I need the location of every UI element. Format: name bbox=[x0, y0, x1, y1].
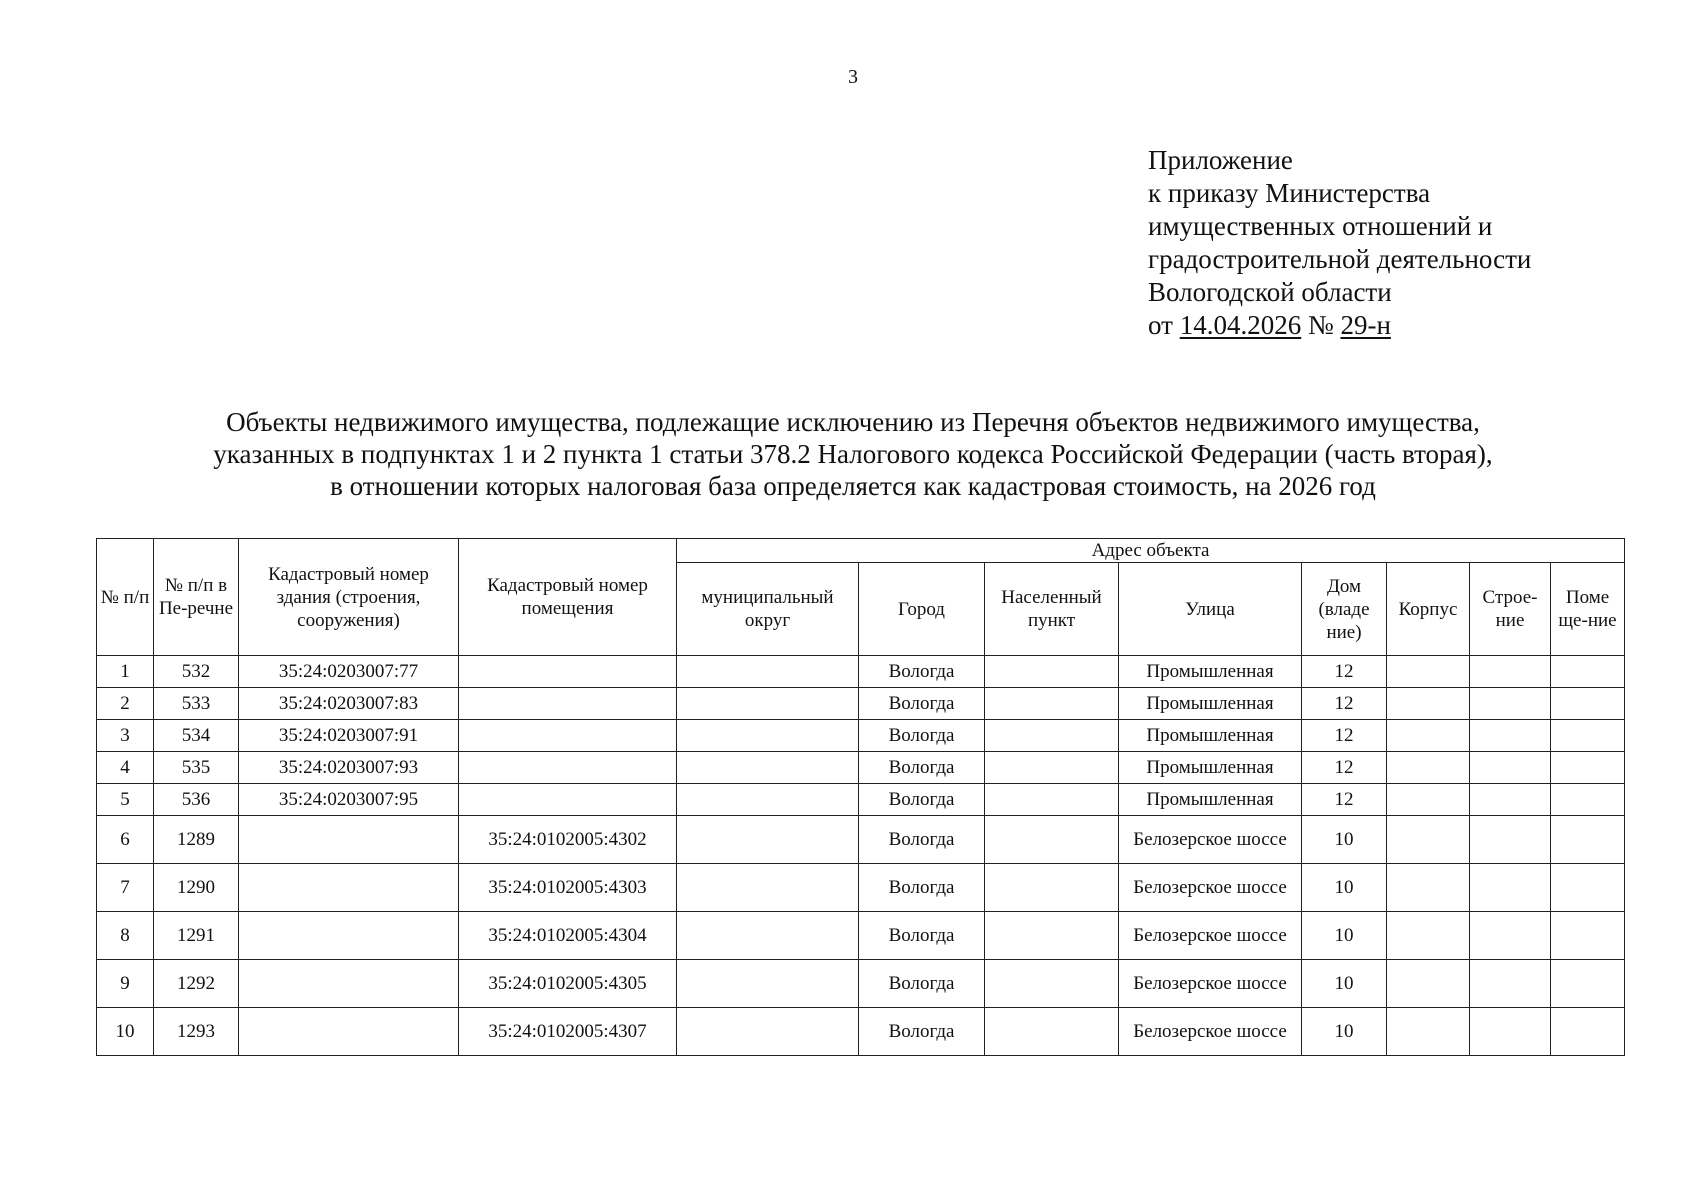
cell-district bbox=[677, 864, 859, 912]
order-date: 14.04.2026 bbox=[1179, 310, 1302, 340]
cell-district bbox=[677, 752, 859, 784]
header-building-cadastral: Кадастровый номер здания (строения, сооружения) bbox=[239, 539, 459, 656]
cell-street: Белозерское шоссе bbox=[1119, 960, 1302, 1008]
cell-list-num: 1290 bbox=[154, 864, 239, 912]
cell-num: 5 bbox=[97, 784, 154, 816]
cell-list-num: 1291 bbox=[154, 912, 239, 960]
appendix-line: имущественных отношений и bbox=[1148, 211, 1493, 241]
cell-building-cadastral: 35:24:0203007:77 bbox=[239, 656, 459, 688]
cell-room-cadastral bbox=[459, 688, 677, 720]
header-street: Улица bbox=[1119, 563, 1302, 656]
table-row bbox=[97, 752, 1625, 784]
cell-settlement bbox=[985, 816, 1119, 864]
cell-pomeshchenie bbox=[1551, 912, 1625, 960]
cell-house: 12 bbox=[1302, 752, 1387, 784]
cell-city: Вологда bbox=[859, 752, 985, 784]
header-stroenie: Строе-ние bbox=[1470, 563, 1551, 656]
cell-room-cadastral: 35:24:0102005:4303 bbox=[459, 864, 677, 912]
cell-pomeshchenie bbox=[1551, 960, 1625, 1008]
cell-city: Вологда bbox=[859, 816, 985, 864]
cell-settlement bbox=[985, 688, 1119, 720]
cell-city: Вологда bbox=[859, 656, 985, 688]
page-number: 3 bbox=[848, 66, 858, 88]
cell-num: 2 bbox=[97, 688, 154, 720]
cell-settlement bbox=[985, 960, 1119, 1008]
cell-room-cadastral: 35:24:0102005:4305 bbox=[459, 960, 677, 1008]
cell-room-cadastral: 35:24:0102005:4304 bbox=[459, 912, 677, 960]
title-line: указанных в подпунктах 1 и 2 пункта 1 статьи 378.2 Налогового кодекса Российской Федерации (часть вторая), bbox=[213, 439, 1493, 469]
header-address-group: Адрес объекта bbox=[677, 539, 1625, 563]
header-room-cadastral: Кадастровый номер помещения bbox=[459, 539, 677, 656]
cell-house: 10 bbox=[1302, 816, 1387, 864]
cell-pomeshchenie bbox=[1551, 1008, 1625, 1056]
table-row bbox=[97, 960, 1625, 1008]
cell-city: Вологда bbox=[859, 912, 985, 960]
table-row bbox=[97, 864, 1625, 912]
cell-korpus bbox=[1387, 688, 1470, 720]
cell-building-cadastral bbox=[239, 864, 459, 912]
cell-num: 6 bbox=[97, 816, 154, 864]
cell-city: Вологда bbox=[859, 720, 985, 752]
cell-list-num: 1289 bbox=[154, 816, 239, 864]
cell-district bbox=[677, 656, 859, 688]
title-line: в отношении которых налоговая база определяется как кадастровая стоимость, на 2026 год bbox=[330, 471, 1376, 501]
cell-stroenie bbox=[1470, 816, 1551, 864]
cell-room-cadastral bbox=[459, 720, 677, 752]
cell-num: 9 bbox=[97, 960, 154, 1008]
cell-stroenie bbox=[1470, 960, 1551, 1008]
cell-korpus bbox=[1387, 960, 1470, 1008]
cell-building-cadastral: 35:24:0203007:91 bbox=[239, 720, 459, 752]
cell-settlement bbox=[985, 656, 1119, 688]
cell-list-num: 534 bbox=[154, 720, 239, 752]
cell-city: Вологда bbox=[859, 1008, 985, 1056]
cell-street: Белозерское шоссе bbox=[1119, 816, 1302, 864]
cell-street: Промышленная bbox=[1119, 688, 1302, 720]
cell-district bbox=[677, 816, 859, 864]
appendix-title: Приложение bbox=[1148, 145, 1293, 175]
cell-stroenie bbox=[1470, 656, 1551, 688]
cell-street: Промышленная bbox=[1119, 752, 1302, 784]
cell-house: 10 bbox=[1302, 864, 1387, 912]
cell-stroenie bbox=[1470, 752, 1551, 784]
cell-room-cadastral: 35:24:0102005:4302 bbox=[459, 816, 677, 864]
number-sign: № bbox=[1307, 310, 1334, 340]
cell-settlement bbox=[985, 784, 1119, 816]
cell-list-num: 536 bbox=[154, 784, 239, 816]
cell-room-cadastral bbox=[459, 752, 677, 784]
cell-room-cadastral bbox=[459, 784, 677, 816]
cell-pomeshchenie bbox=[1551, 752, 1625, 784]
cell-korpus bbox=[1387, 912, 1470, 960]
header-house: Дом (владе ние) bbox=[1302, 563, 1387, 656]
cell-list-num: 532 bbox=[154, 656, 239, 688]
table-row bbox=[97, 784, 1625, 816]
cell-room-cadastral bbox=[459, 656, 677, 688]
cell-list-num: 1292 bbox=[154, 960, 239, 1008]
cell-building-cadastral: 35:24:0203007:83 bbox=[239, 688, 459, 720]
cell-city: Вологда bbox=[859, 784, 985, 816]
cell-korpus bbox=[1387, 1008, 1470, 1056]
cell-street: Промышленная bbox=[1119, 784, 1302, 816]
cell-building-cadastral: 35:24:0203007:95 bbox=[239, 784, 459, 816]
order-number: 29-н bbox=[1340, 310, 1391, 340]
cell-korpus bbox=[1387, 656, 1470, 688]
header-municipal-district: муниципальный округ bbox=[677, 563, 859, 656]
cell-district bbox=[677, 1008, 859, 1056]
cell-korpus bbox=[1387, 816, 1470, 864]
cell-stroenie bbox=[1470, 784, 1551, 816]
cell-num: 1 bbox=[97, 656, 154, 688]
cell-house: 12 bbox=[1302, 688, 1387, 720]
cell-stroenie bbox=[1470, 912, 1551, 960]
cell-settlement bbox=[985, 752, 1119, 784]
appendix-line: Вологодской области bbox=[1148, 277, 1392, 307]
header-pomeshchenie: Поме ще-ние bbox=[1551, 563, 1625, 656]
cell-city: Вологда bbox=[859, 960, 985, 1008]
cell-korpus bbox=[1387, 752, 1470, 784]
cell-house: 10 bbox=[1302, 960, 1387, 1008]
header-city: Город bbox=[859, 563, 985, 656]
cell-building-cadastral bbox=[239, 816, 459, 864]
order-date-line bbox=[1148, 309, 1531, 342]
cell-num: 7 bbox=[97, 864, 154, 912]
cell-list-num: 533 bbox=[154, 688, 239, 720]
cell-building-cadastral bbox=[239, 960, 459, 1008]
table-row bbox=[97, 688, 1625, 720]
table-row bbox=[97, 1008, 1625, 1056]
cell-settlement bbox=[985, 912, 1119, 960]
cell-stroenie bbox=[1470, 720, 1551, 752]
cell-house: 12 bbox=[1302, 720, 1387, 752]
header-list-num: № п/п в Пе-речне bbox=[154, 539, 239, 656]
cell-pomeshchenie bbox=[1551, 688, 1625, 720]
cell-street: Белозерское шоссе bbox=[1119, 864, 1302, 912]
table-header bbox=[97, 539, 1625, 656]
cell-korpus bbox=[1387, 784, 1470, 816]
cell-stroenie bbox=[1470, 1008, 1551, 1056]
cell-city: Вологда bbox=[859, 688, 985, 720]
document-title bbox=[0, 406, 1706, 502]
cell-korpus bbox=[1387, 864, 1470, 912]
cell-district bbox=[677, 688, 859, 720]
header-num: № п/п bbox=[97, 539, 154, 656]
cell-korpus bbox=[1387, 720, 1470, 752]
cell-house: 12 bbox=[1302, 656, 1387, 688]
cell-num: 4 bbox=[97, 752, 154, 784]
date-prefix: от bbox=[1148, 310, 1173, 340]
header-settlement: Населенный пункт bbox=[985, 563, 1119, 656]
cell-street: Промышленная bbox=[1119, 656, 1302, 688]
cell-city: Вологда bbox=[859, 864, 985, 912]
cell-pomeshchenie bbox=[1551, 784, 1625, 816]
cell-building-cadastral bbox=[239, 912, 459, 960]
cell-district bbox=[677, 912, 859, 960]
cell-street: Промышленная bbox=[1119, 720, 1302, 752]
cell-house: 12 bbox=[1302, 784, 1387, 816]
table-row bbox=[97, 656, 1625, 688]
objects-table bbox=[96, 538, 1625, 1056]
cell-settlement bbox=[985, 1008, 1119, 1056]
cell-district bbox=[677, 784, 859, 816]
cell-street: Белозерское шоссе bbox=[1119, 912, 1302, 960]
cell-stroenie bbox=[1470, 864, 1551, 912]
cell-house: 10 bbox=[1302, 1008, 1387, 1056]
table-row bbox=[97, 912, 1625, 960]
appendix-line: градостроительной деятельности bbox=[1148, 244, 1532, 274]
cell-house: 10 bbox=[1302, 912, 1387, 960]
cell-stroenie bbox=[1470, 688, 1551, 720]
cell-settlement bbox=[985, 720, 1119, 752]
cell-building-cadastral: 35:24:0203007:93 bbox=[239, 752, 459, 784]
cell-building-cadastral bbox=[239, 1008, 459, 1056]
cell-district bbox=[677, 960, 859, 1008]
table-row bbox=[97, 720, 1625, 752]
cell-list-num: 535 bbox=[154, 752, 239, 784]
cell-pomeshchenie bbox=[1551, 864, 1625, 912]
table-row bbox=[97, 816, 1625, 864]
appendix-line: к приказу Министерства bbox=[1148, 178, 1431, 208]
cell-num: 8 bbox=[97, 912, 154, 960]
header-korpus: Корпус bbox=[1387, 563, 1470, 656]
appendix-block bbox=[1148, 144, 1531, 342]
cell-num: 3 bbox=[97, 720, 154, 752]
cell-district bbox=[677, 720, 859, 752]
cell-num: 10 bbox=[97, 1008, 154, 1056]
title-line: Объекты недвижимого имущества, подлежащие исключению из Перечня объектов недвижимого имущества, bbox=[226, 407, 1480, 437]
cell-room-cadastral: 35:24:0102005:4307 bbox=[459, 1008, 677, 1056]
cell-list-num: 1293 bbox=[154, 1008, 239, 1056]
cell-settlement bbox=[985, 864, 1119, 912]
table-body bbox=[97, 656, 1625, 1056]
cell-pomeshchenie bbox=[1551, 816, 1625, 864]
cell-street: Белозерское шоссе bbox=[1119, 1008, 1302, 1056]
cell-pomeshchenie bbox=[1551, 656, 1625, 688]
cell-pomeshchenie bbox=[1551, 720, 1625, 752]
